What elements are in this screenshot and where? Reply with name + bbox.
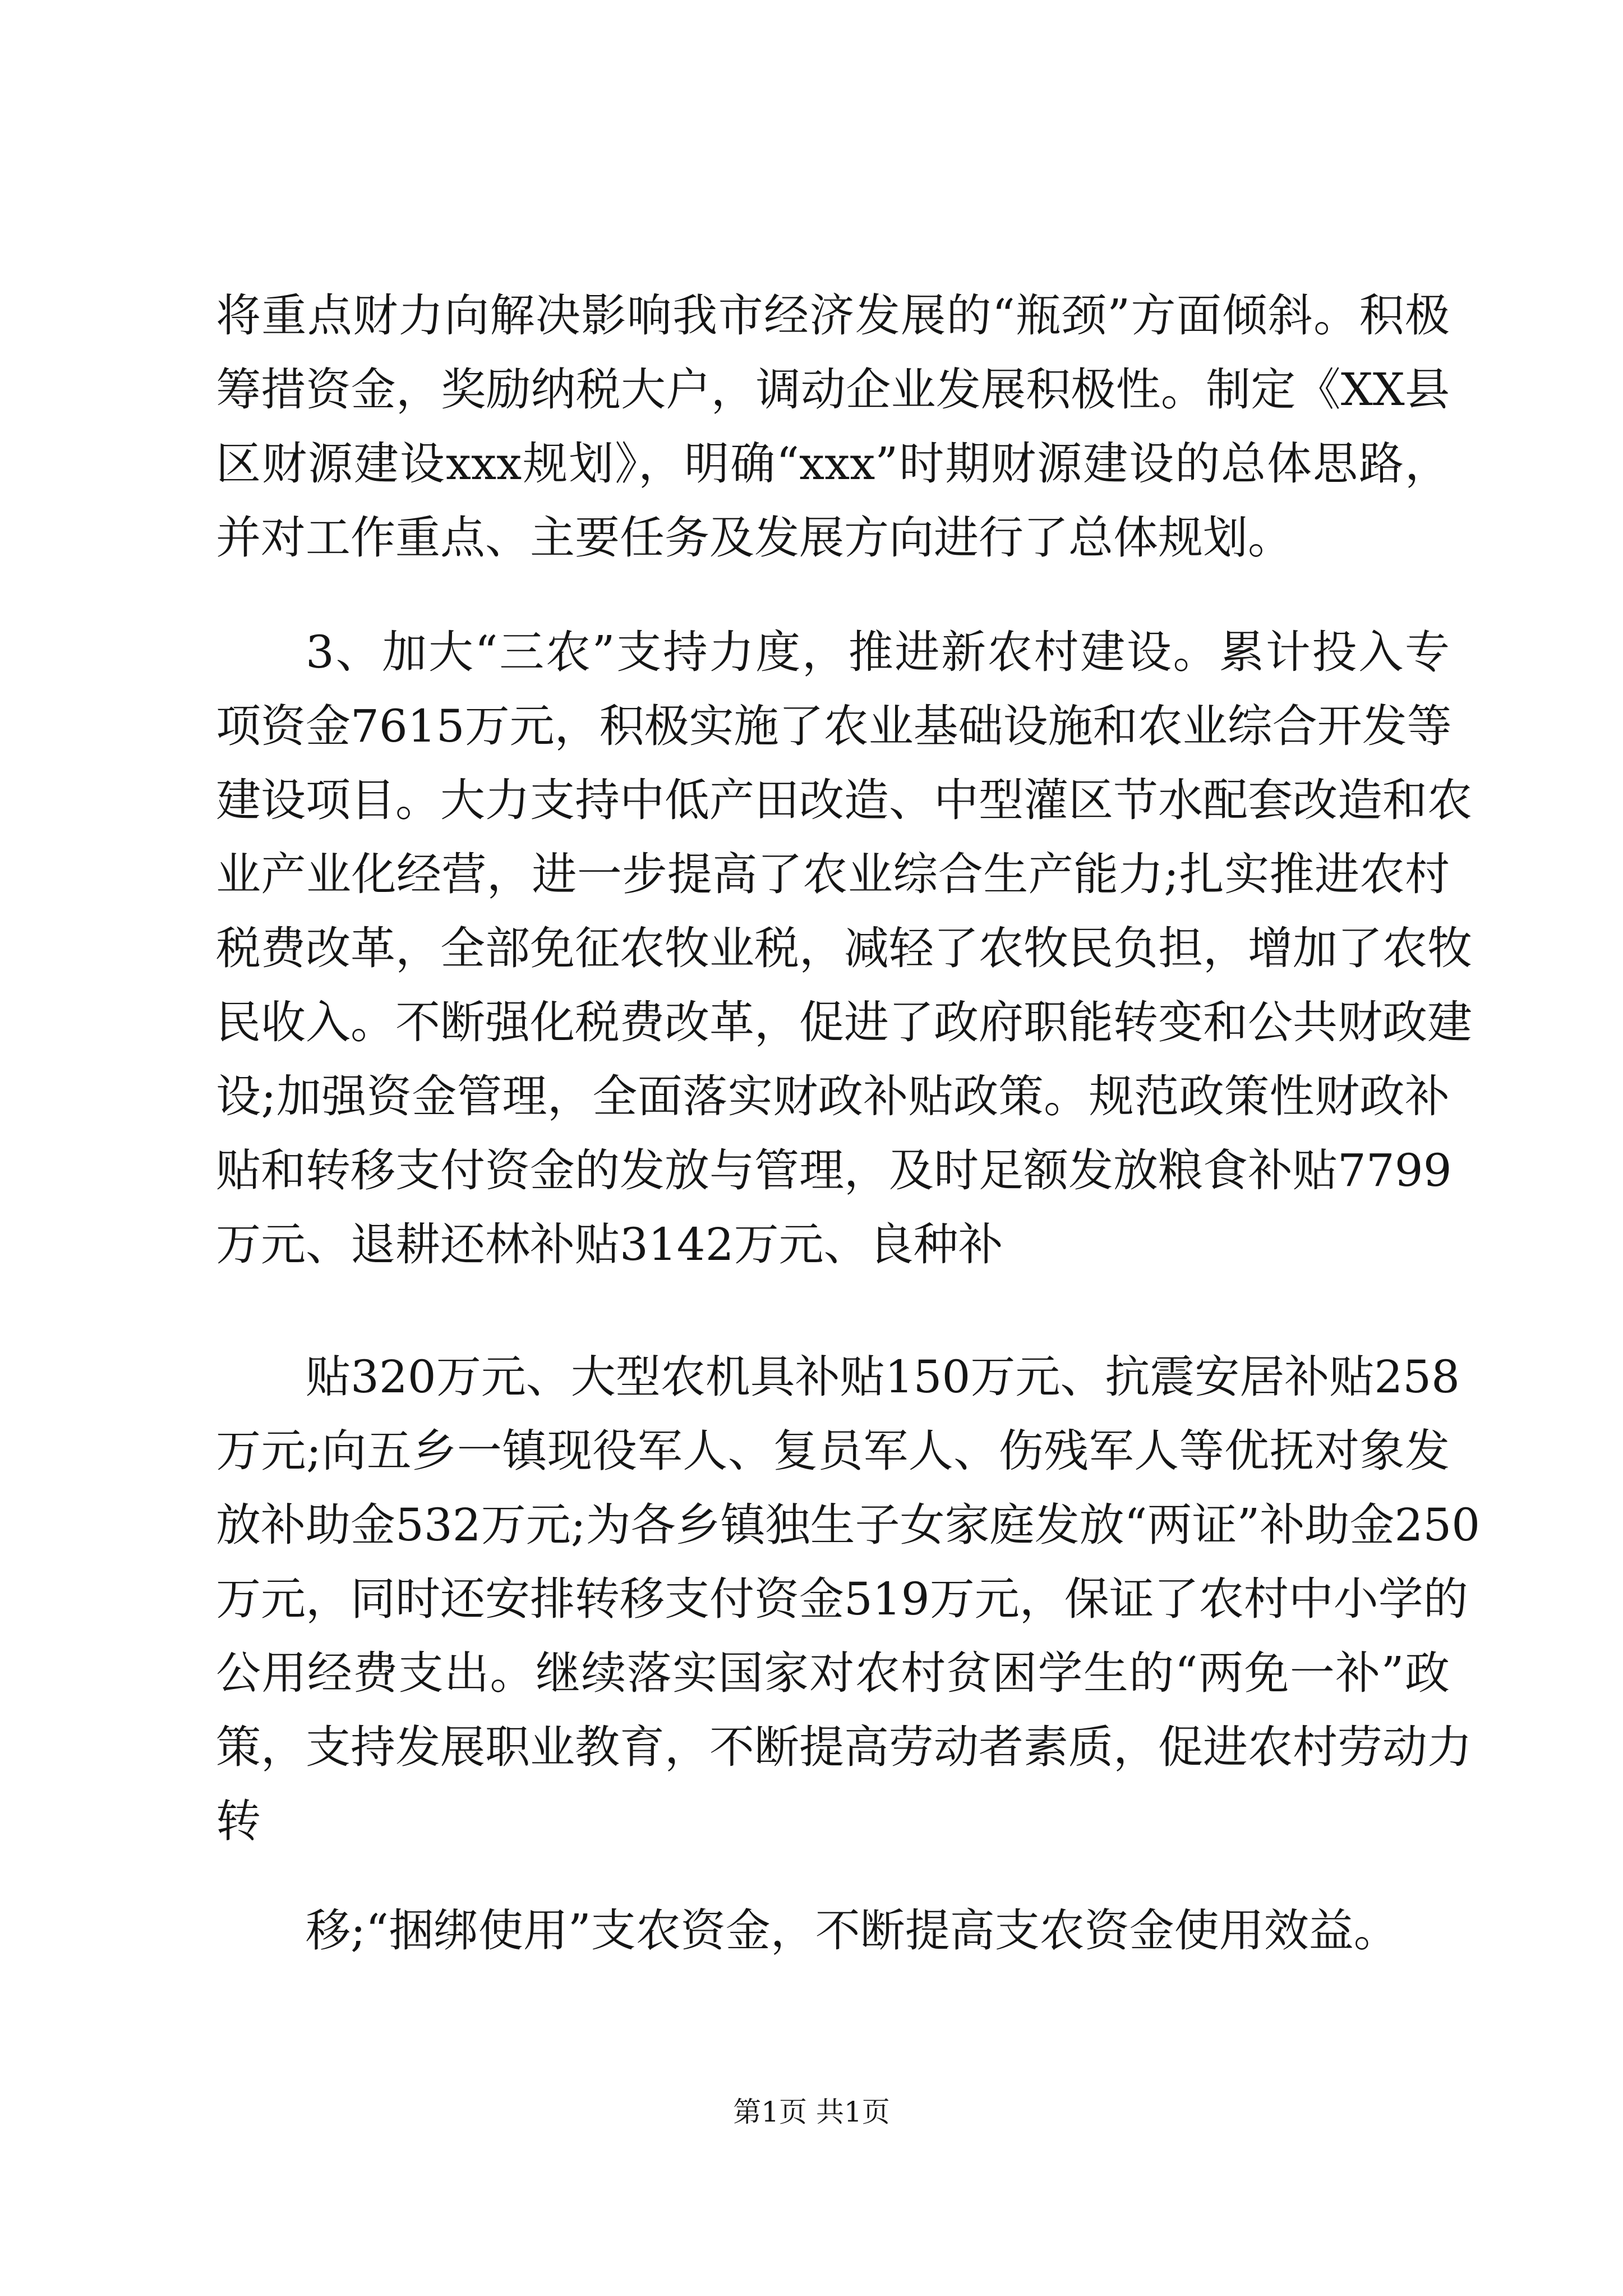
paragraph-4-line-1: 移;“捆绑使用”支农资金，不断提高支农资金使用效益。 (306, 1904, 1399, 1957)
paragraph-3-line-6: 策，支持发展职业教育，不断提高劳动者素质，促进农村劳动力 (216, 1721, 1472, 1773)
paragraph-1-line-2: 筹措资金，奖励纳税大户，调动企业发展积极性。制定《XX县 (216, 364, 1450, 416)
paragraph-3-line-7: 转 (216, 1795, 261, 1847)
paragraph-2-line-8: 贴和转移支付资金的发放与管理，及时足额发放粮食补贴7799 (216, 1144, 1452, 1197)
paragraph-3-line-2: 万元;向五乡一镇现役军人、复员军人、伤残军人等优抚对象发 (216, 1425, 1450, 1477)
paragraph-3-line-5: 公用经费支出。继续落实国家对农村贫困学生的“两免一补”政 (216, 1647, 1450, 1699)
paragraph-3-line-3: 放补助金532万元;为各乡镇独生子女家庭发放“两证”补助金250 (216, 1499, 1481, 1551)
paragraph-2-line-6: 民收入。不断强化税费改革，促进了政府职能转变和公共财政建 (216, 996, 1472, 1048)
paragraph-3-line-4: 万元，同时还安排转移支付资金519万元，保证了农村中小学的 (216, 1573, 1468, 1625)
page-footer: 第1页 共1页 (733, 2096, 890, 2128)
paragraph-2-line-3: 建设项目。大力支持中低产田改造、中型灌区节水配套改造和农 (216, 774, 1472, 826)
paragraph-2-line-4: 业产业化经营，进一步提高了农业综合生产能力;扎实推进农村 (216, 848, 1450, 900)
paragraph-2-line-1: 3、加大“三农”支持力度，推进新农村建设。累计投入专 (306, 626, 1450, 678)
paragraph-2-line-7: 设;加强资金管理，全面落实财政补贴政策。规范政策性财政补 (216, 1070, 1450, 1122)
paragraph-1-line-1: 将重点财力向解决影响我市经济发展的“瓶颈”方面倾斜。积极 (216, 289, 1450, 342)
paragraph-2-line-2: 项资金7615万元，积极实施了农业基础设施和农业综合开发等 (216, 700, 1452, 752)
paragraph-3-line-1: 贴320万元、大型农机具补贴150万元、抗震安居补贴258 (306, 1351, 1460, 1403)
paragraph-2-line-9: 万元、退耕还林补贴3142万元、良种补 (216, 1218, 1003, 1271)
paragraph-1-line-3: 区财源建设xxx规划》，明确“xxx”时期财源建设的总体思路， (216, 438, 1450, 490)
paragraph-1-line-4: 并对工作重点、主要任务及发展方向进行了总体规划。 (216, 512, 1293, 564)
paragraph-2-line-5: 税费改革，全部免征农牧业税，减轻了农牧民负担，增加了农牧 (216, 922, 1472, 974)
